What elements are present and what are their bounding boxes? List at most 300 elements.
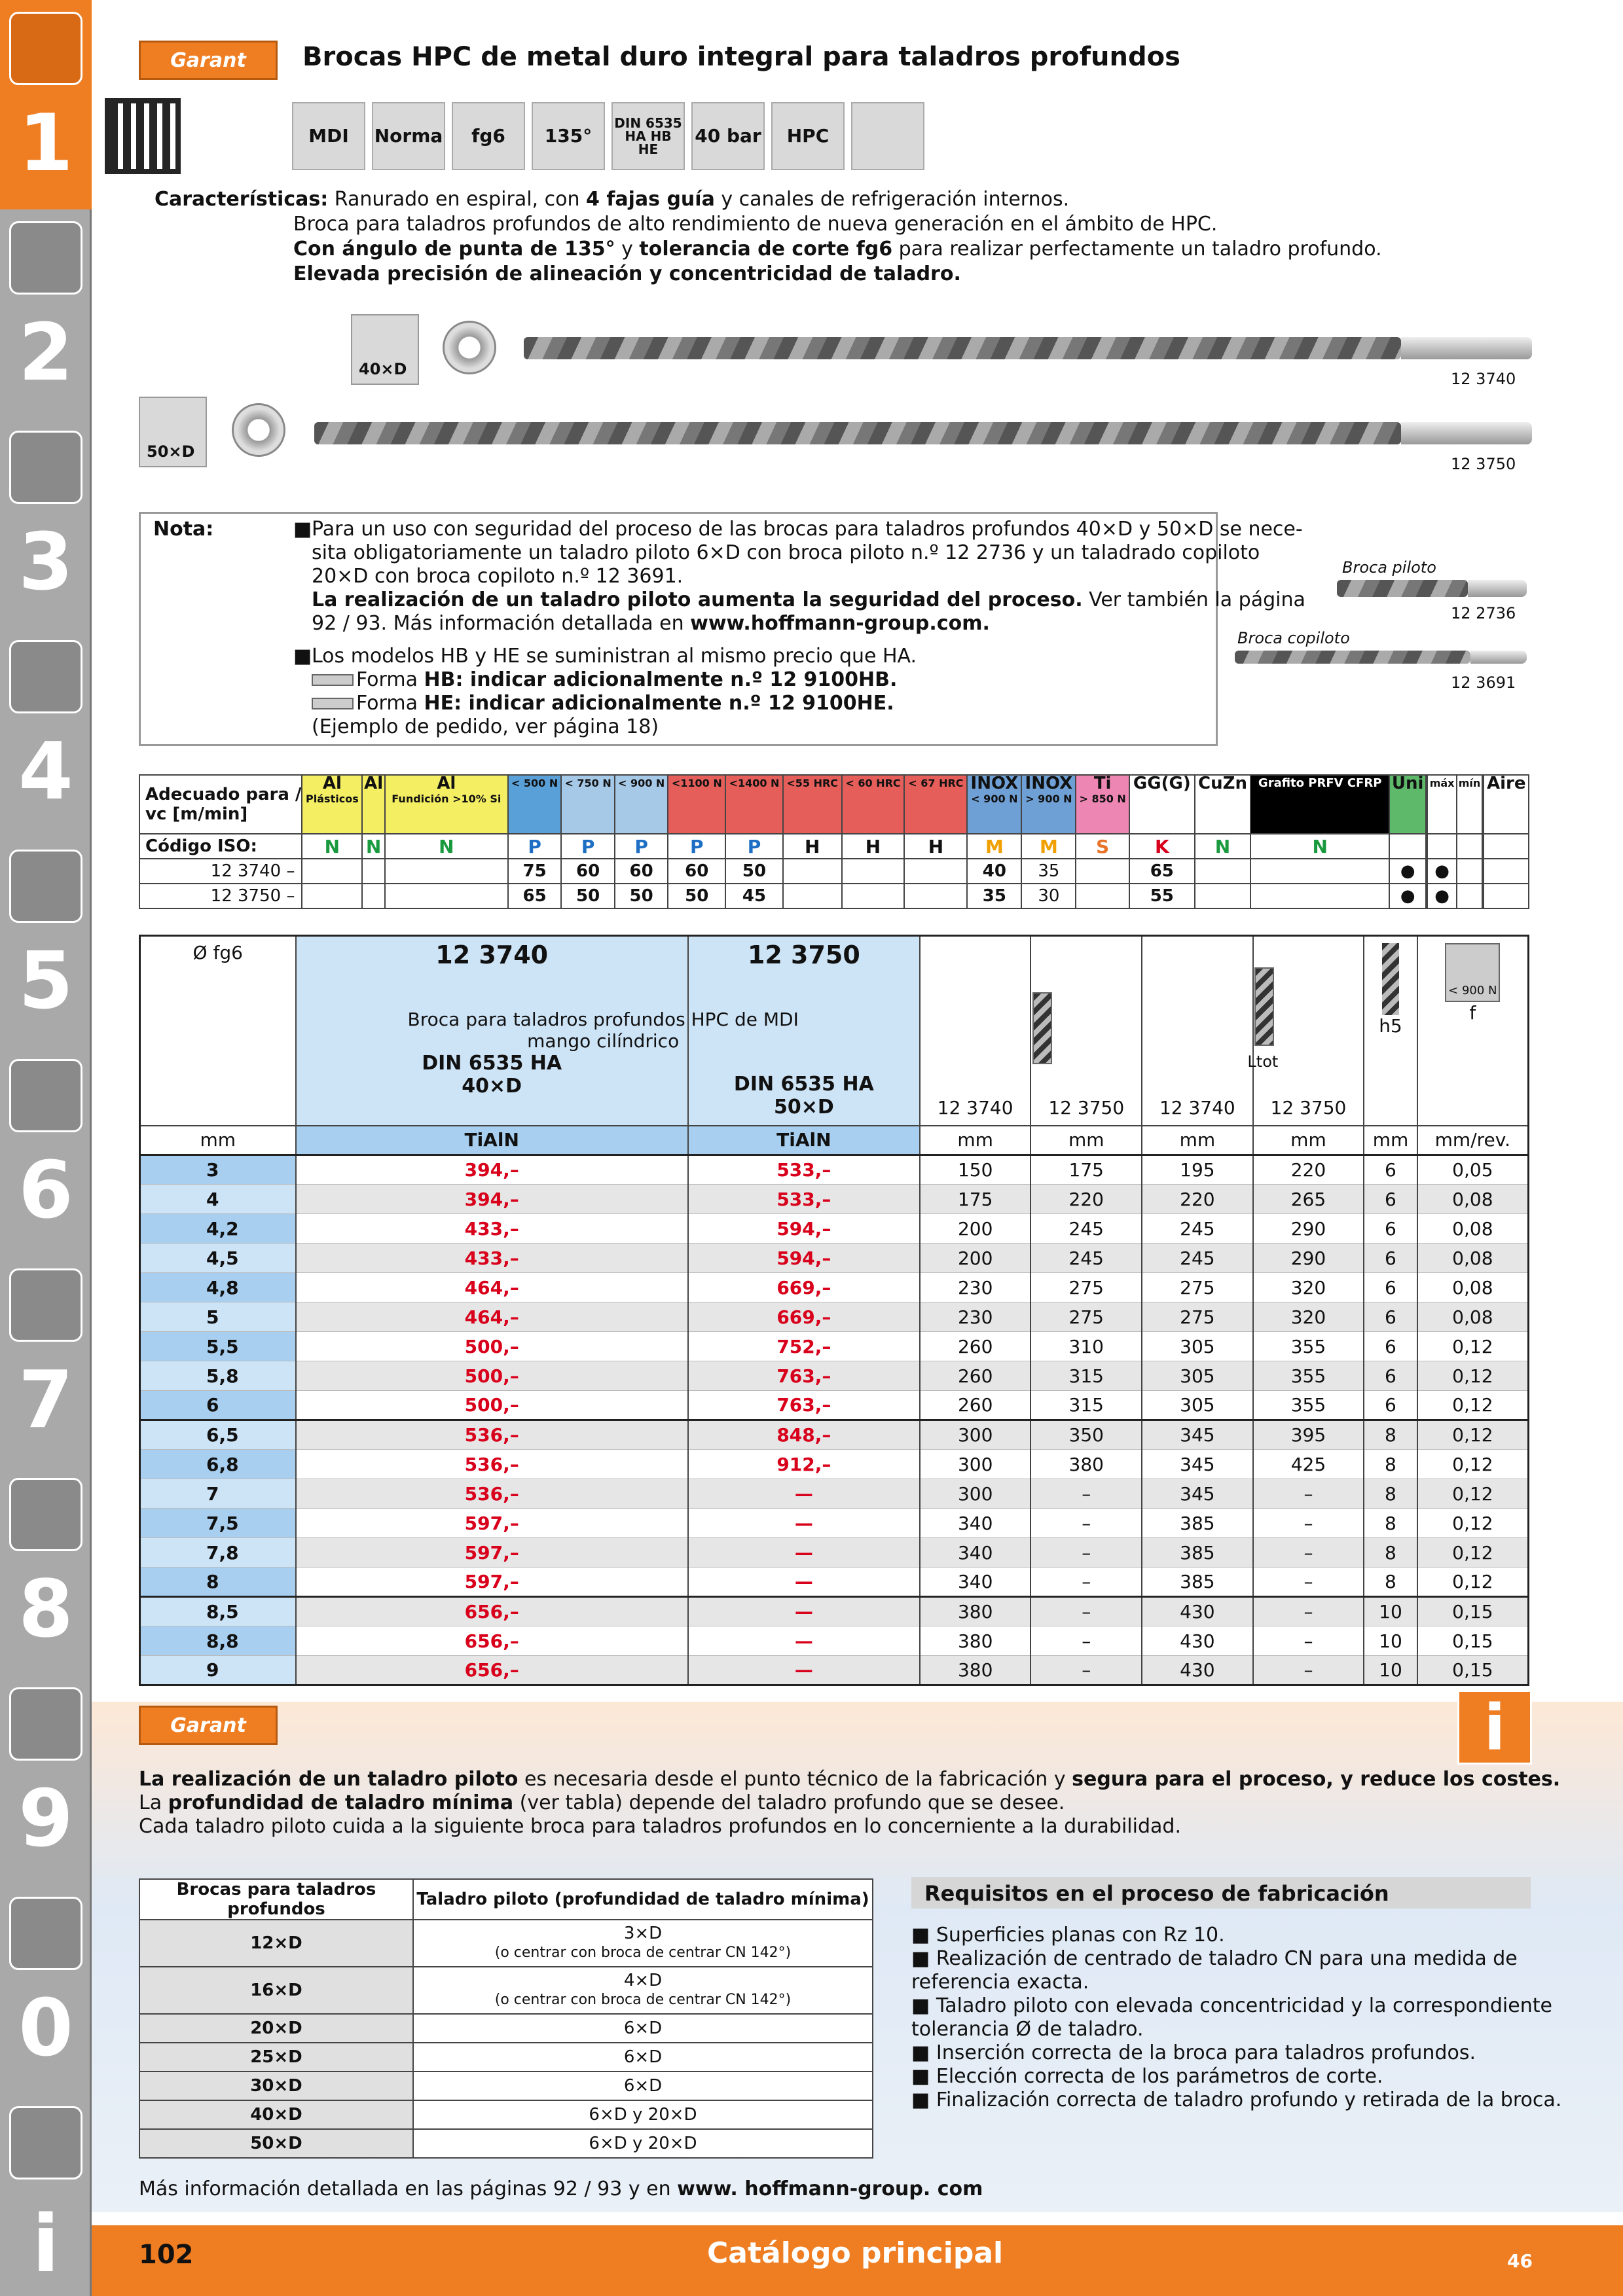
- suit-cell: 60: [561, 859, 615, 884]
- price-cell[interactable]: 500,–: [296, 1391, 688, 1420]
- value-cell: –: [1253, 1538, 1364, 1568]
- value-cell: 10: [1364, 1597, 1417, 1626]
- qr-code[interactable]: [105, 98, 181, 174]
- suit-col-title: Grafito PRFV CFRP: [1258, 776, 1382, 790]
- diameter-cell: 4,2: [140, 1214, 296, 1244]
- unit-cell: mm: [1030, 1126, 1142, 1155]
- price-cell[interactable]: 536,–: [296, 1450, 688, 1479]
- price-cell[interactable]: 912,–: [688, 1450, 920, 1479]
- table-row[interactable]: [140, 1361, 1529, 1391]
- pilot-note: (o centrar con broca de centrar CN 142°): [494, 1992, 792, 2008]
- table-row[interactable]: [140, 1597, 1529, 1626]
- suit-col-7: [725, 775, 783, 834]
- value-cell: 380: [920, 1656, 1031, 1685]
- value-cell: 425: [1253, 1450, 1364, 1479]
- desc-line2: mango cilíndrico: [527, 1030, 680, 1052]
- chapter-tab-2[interactable]: [0, 209, 92, 419]
- iso-code: N: [362, 834, 385, 859]
- pilot-depth: 12×D: [139, 1920, 413, 1967]
- suit-cell: [385, 859, 508, 884]
- note-bullet-icon: ■: [293, 518, 312, 541]
- price-cell[interactable]: 763,–: [688, 1391, 920, 1420]
- value-cell: 0,08: [1417, 1244, 1529, 1273]
- note-p1f: 92 / 93. Más información detallada en www.hoffmann-group.com.: [312, 612, 990, 635]
- suit-cell: [1484, 884, 1529, 908]
- chapter-tab-0[interactable]: [0, 1885, 92, 2094]
- suit-cell: [1076, 859, 1129, 884]
- features-line3: Con ángulo de punta de 135° y tolerancia de corte fg6 para realizar perfectamente un taladro profundo.: [293, 238, 1382, 260]
- suit-col-1: [362, 775, 385, 834]
- value-cell: 0,05: [1417, 1155, 1529, 1185]
- chapter-tab-3[interactable]: [0, 419, 92, 628]
- diameter-cell: 7,8: [140, 1538, 296, 1568]
- price-cell[interactable]: 656,–: [296, 1656, 688, 1685]
- price-cell[interactable]: 500,–: [296, 1332, 688, 1361]
- h5-label: h5: [1379, 1015, 1402, 1037]
- info-line1: La realización de un taladro piloto es necesaria desde el punto técnico de la fabricación y segura para el proceso, y reduce los costes.: [139, 1768, 1561, 1791]
- drill-cross-section-icon: [232, 403, 285, 457]
- requirement-item: ■ Superficies planas con Rz 10.: [911, 1924, 1225, 1946]
- suit-header-row: [139, 775, 1529, 834]
- suit-cell: ●: [1427, 884, 1456, 908]
- requirement-item: tolerancia Ø de taladro.: [911, 2018, 1144, 2041]
- suit-col-title: Aire: [1486, 774, 1526, 793]
- price-cell[interactable]: —: [688, 1509, 920, 1538]
- price-cell[interactable]: 536,–: [296, 1479, 688, 1509]
- chapter-tab-1[interactable]: [0, 0, 92, 209]
- table-row[interactable]: [140, 1273, 1529, 1302]
- table-row[interactable]: [140, 1391, 1529, 1420]
- chapter-icon: [9, 221, 82, 295]
- chapter-tab-9[interactable]: [0, 1676, 92, 1885]
- value-cell: 245: [1030, 1214, 1142, 1244]
- chapter-number: 2: [18, 308, 73, 399]
- price-cell[interactable]: 669,–: [688, 1273, 920, 1302]
- price-cell[interactable]: 594,–: [688, 1244, 920, 1273]
- value-cell: 150: [920, 1155, 1031, 1185]
- table-row[interactable]: [140, 1656, 1529, 1685]
- pilot-value: [413, 2043, 873, 2072]
- table-row[interactable]: [140, 1332, 1529, 1361]
- suit-col-title: Al: [364, 774, 384, 793]
- value-cell: 0,08: [1417, 1185, 1529, 1214]
- info-icon[interactable]: i: [1457, 1690, 1532, 1765]
- table-row[interactable]: [140, 1450, 1529, 1479]
- value-cell: 200: [920, 1214, 1031, 1244]
- pilot-th-2: Taladro piloto (profundidad de taladro mínima): [413, 1879, 873, 1920]
- price-cell[interactable]: —: [688, 1538, 920, 1568]
- suit-cell: [385, 884, 508, 908]
- iso-code: P: [615, 834, 668, 859]
- price-cell[interactable]: 533,–: [688, 1185, 920, 1214]
- diameter-cell: 8,8: [140, 1626, 296, 1656]
- value-cell: 430: [1142, 1656, 1253, 1685]
- chapter-icon: [9, 850, 82, 923]
- pilot-row: [139, 1967, 873, 2014]
- value-cell: 0,12: [1417, 1479, 1529, 1509]
- suit-col-10: [904, 775, 967, 834]
- price-cell[interactable]: 752,–: [688, 1332, 920, 1361]
- suit-col-3: [508, 775, 562, 834]
- iso-code: K: [1129, 834, 1195, 859]
- value-cell: 10: [1364, 1626, 1417, 1656]
- footer-index: 46: [1507, 2250, 1533, 2272]
- suit-col-19: [1427, 775, 1456, 834]
- pilot-drill-label: Broca piloto: [1342, 558, 1436, 577]
- value-cell: 320: [1253, 1302, 1364, 1332]
- suit-col-title: INOX: [1025, 774, 1073, 793]
- pilot-drill-shank: [1468, 580, 1527, 597]
- coating-1: TiAlN: [296, 1126, 688, 1155]
- price-cell[interactable]: 536,–: [296, 1420, 688, 1450]
- chapter-number: 1: [18, 98, 73, 189]
- spec-symbol-5: 40 bar: [691, 102, 765, 170]
- pilot-value: [413, 2100, 873, 2129]
- value-cell: 430: [1142, 1597, 1253, 1626]
- value-cell: 245: [1142, 1244, 1253, 1273]
- value-cell: 230: [920, 1302, 1031, 1332]
- info-line2: La profundidad de taladro mínima (ver tabla) depende del taladro profundo que se desee.: [139, 1791, 1065, 1814]
- length-code: 12 3750: [1048, 1096, 1125, 1119]
- value-cell: –: [1030, 1656, 1142, 1685]
- suit-data-row: [139, 859, 1529, 884]
- suit-col-20: [1457, 775, 1483, 834]
- copilot-drill-shank: [1470, 651, 1527, 664]
- shape-hb-icon: [312, 674, 354, 686]
- suit-cell: [302, 859, 362, 884]
- price-cell[interactable]: 500,–: [296, 1361, 688, 1391]
- ltot-label: Ltot: [1247, 1052, 1279, 1071]
- chapter-icon: [9, 1059, 82, 1132]
- chapter-tab-6[interactable]: [0, 1047, 92, 1257]
- diameter-cell: 4,8: [140, 1273, 296, 1302]
- chapter-icon: [9, 640, 82, 713]
- chapter-icon: [9, 431, 82, 504]
- iso-code: N: [385, 834, 508, 859]
- value-cell: 6: [1364, 1214, 1417, 1244]
- brand-label: Garant: [170, 48, 246, 72]
- length-header-0: [920, 936, 1031, 1126]
- price-cell[interactable]: 394,–: [296, 1155, 688, 1185]
- chapter-number: 0: [18, 1983, 73, 2074]
- value-cell: 6: [1364, 1332, 1417, 1361]
- suit-col-sub: Fundición >10% Si: [392, 793, 501, 805]
- chapter-icon: [9, 2106, 82, 2179]
- value-cell: 6: [1364, 1155, 1417, 1185]
- value-cell: –: [1253, 1568, 1364, 1597]
- price-cell[interactable]: —: [688, 1479, 920, 1509]
- pilot-depth: 50×D: [139, 2129, 413, 2158]
- value-cell: –: [1253, 1656, 1364, 1685]
- suit-col-sub: < 500 N: [511, 777, 558, 789]
- value-cell: 385: [1142, 1568, 1253, 1597]
- suit-col-sub: < 60 HRC: [845, 777, 901, 789]
- suit-col-13: [1076, 775, 1129, 834]
- value-cell: 0,15: [1417, 1626, 1529, 1656]
- suit-cell: [362, 884, 385, 908]
- diameter-cell: 8,5: [140, 1597, 296, 1626]
- value-cell: –: [1030, 1479, 1142, 1509]
- table-row[interactable]: [140, 1568, 1529, 1597]
- price-cell[interactable]: —: [688, 1626, 920, 1656]
- value-cell: 275: [1030, 1273, 1142, 1302]
- diameter-cell: 5,8: [140, 1361, 296, 1391]
- suit-cell: ●: [1389, 859, 1426, 884]
- value-cell: 355: [1253, 1391, 1364, 1420]
- price-cell[interactable]: 656,–: [296, 1597, 688, 1626]
- table-row[interactable]: [140, 1538, 1529, 1568]
- value-cell: 385: [1142, 1509, 1253, 1538]
- suit-col-15: [1195, 775, 1251, 834]
- value-cell: –: [1253, 1509, 1364, 1538]
- value-cell: 8: [1364, 1568, 1417, 1597]
- suit-cell: 50: [615, 884, 668, 908]
- spec-symbol-2: fg6: [452, 102, 525, 170]
- suit-cell: 65: [508, 884, 562, 908]
- suit-cell: [904, 884, 967, 908]
- requirement-item: ■ Realización de centrado de taladro CN para una medida de: [911, 1947, 1518, 1970]
- chapter-tab-5[interactable]: [0, 838, 92, 1047]
- xd-2: 50×D: [773, 1096, 834, 1119]
- diameter-cell: 9: [140, 1656, 296, 1685]
- suit-col-sub: < 750 N: [564, 777, 611, 789]
- price-cell[interactable]: —: [688, 1656, 920, 1685]
- table-row[interactable]: [140, 1155, 1529, 1185]
- suit-cell: 35: [967, 884, 1021, 908]
- diameter-cell: 3: [140, 1155, 296, 1185]
- pilot-main: 3×D: [623, 1924, 663, 1943]
- code-2: 12 3750: [747, 941, 860, 969]
- suit-col-sub: < 900 N: [617, 777, 665, 789]
- value-cell: 300: [920, 1450, 1031, 1479]
- chapter-number: 3: [18, 517, 73, 608]
- suit-col-title: Uni: [1391, 774, 1424, 793]
- drill-40xd-icon: 40×D: [351, 314, 419, 385]
- price-cell[interactable]: 597,–: [296, 1538, 688, 1568]
- spec-symbol-0: MDI: [292, 102, 365, 170]
- value-cell: 320: [1253, 1273, 1364, 1302]
- drill-length-icon: [1032, 992, 1052, 1064]
- price-cell[interactable]: 669,–: [688, 1302, 920, 1332]
- chapter-tab-8[interactable]: [0, 1466, 92, 1676]
- value-cell: 340: [920, 1538, 1031, 1568]
- diameter-cell: 4,5: [140, 1244, 296, 1273]
- price-cell[interactable]: 433,–: [296, 1244, 688, 1273]
- garant-logo: [139, 1706, 278, 1745]
- suit-cell: 65: [1129, 859, 1195, 884]
- iso-code: M: [1021, 834, 1076, 859]
- suit-col-14: [1129, 775, 1195, 834]
- value-cell: 340: [920, 1509, 1031, 1538]
- chapter-number: 7: [18, 1355, 73, 1446]
- pilot-row: [139, 2072, 873, 2100]
- spec-symbol-1: Norma: [372, 102, 445, 170]
- suit-col-title: INOX: [970, 774, 1019, 793]
- unit-cell: mm: [1142, 1126, 1253, 1155]
- note-bullet-icon: ■: [293, 645, 312, 668]
- iso-label: Código ISO:: [139, 834, 302, 859]
- table-row[interactable]: [140, 1244, 1529, 1273]
- value-cell: 195: [1142, 1155, 1253, 1185]
- price-cell[interactable]: 433,–: [296, 1214, 688, 1244]
- value-cell: 245: [1142, 1214, 1253, 1244]
- coating-2: TiAlN: [688, 1126, 920, 1155]
- pilot-main: 4×D: [623, 1971, 663, 1990]
- suit-cell: 60: [615, 859, 668, 884]
- value-cell: 0,15: [1417, 1656, 1529, 1685]
- table-row[interactable]: [140, 1185, 1529, 1214]
- copilot-drill-label: Broca copiloto: [1237, 629, 1350, 647]
- table-row[interactable]: [140, 1479, 1529, 1509]
- value-cell: 385: [1142, 1538, 1253, 1568]
- price-cell[interactable]: 394,–: [296, 1185, 688, 1214]
- page-title: Brocas HPC de metal duro integral para taladros profundos: [302, 42, 1180, 72]
- suit-cell: 30: [1021, 884, 1076, 908]
- suit-cell: 45: [725, 884, 783, 908]
- suit-cell: 50: [668, 884, 725, 908]
- chapter-tab-4[interactable]: [0, 628, 92, 838]
- code-1: 12 3740: [435, 941, 549, 969]
- pilot-main: 6×D y 20×D: [589, 2105, 697, 2125]
- suit-cell: [783, 884, 842, 908]
- suit-cell: [842, 859, 905, 884]
- main-header-row: [140, 936, 1529, 1126]
- suit-cell: [842, 884, 905, 908]
- iso-code: [1427, 834, 1456, 859]
- note-p1d: La realización de un taladro piloto aumenta la seguridad del proceso. Ver también la página: [312, 588, 1305, 611]
- price-cell[interactable]: 464,–: [296, 1273, 688, 1302]
- price-cell[interactable]: 763,–: [688, 1361, 920, 1391]
- suit-col-sub: <55 HRC: [786, 777, 839, 789]
- drill-123750-shank: [1401, 422, 1532, 444]
- product-table: [139, 935, 1529, 1686]
- spec-symbol-3: 135°: [532, 102, 605, 170]
- suit-col-sub: <1100 N: [671, 777, 722, 789]
- suit-cell: [783, 859, 842, 884]
- value-cell: 305: [1142, 1361, 1253, 1391]
- suit-row-code: 12 3740 –: [139, 859, 302, 884]
- suit-col-sub: > 850 N: [1079, 793, 1126, 805]
- unit-cell: mm: [1364, 1126, 1417, 1155]
- iso-code: H: [842, 834, 905, 859]
- drill-123750-code: 12 3750: [1451, 455, 1516, 473]
- chapter-tab-i[interactable]: [0, 2094, 92, 2296]
- iso-code: N: [302, 834, 362, 859]
- price-cell[interactable]: —: [688, 1568, 920, 1597]
- requirements-header: Requisitos en el proceso de fabricación: [911, 1877, 1531, 1909]
- price-cell[interactable]: 597,–: [296, 1509, 688, 1538]
- table-row[interactable]: [140, 1302, 1529, 1332]
- chapter-tab-7[interactable]: [0, 1257, 92, 1466]
- table-row[interactable]: [140, 1509, 1529, 1538]
- value-cell: 305: [1142, 1332, 1253, 1361]
- value-cell: –: [1253, 1626, 1364, 1656]
- suit-col-2: [385, 775, 508, 834]
- diameter-cell: 5,5: [140, 1332, 296, 1361]
- xd-1: 40×D: [462, 1075, 522, 1098]
- value-cell: 6: [1364, 1391, 1417, 1420]
- diameter-cell: 8: [140, 1568, 296, 1597]
- suit-col-5: [615, 775, 668, 834]
- price-cell[interactable]: 533,–: [688, 1155, 920, 1185]
- length-code: 12 3740: [937, 1096, 1013, 1119]
- suit-col-title: Al: [322, 774, 342, 793]
- price-cell[interactable]: 464,–: [296, 1302, 688, 1332]
- value-cell: 380: [920, 1597, 1031, 1626]
- copilot-drill-image: [1235, 651, 1470, 664]
- table-row[interactable]: [140, 1214, 1529, 1244]
- suitability-table: [139, 774, 1529, 909]
- value-cell: 6: [1364, 1273, 1417, 1302]
- requirement-item: ■ Taladro piloto con elevada concentricidad y la correspondiente: [911, 1994, 1552, 2017]
- price-cell[interactable]: 656,–: [296, 1626, 688, 1656]
- garant-logo: [139, 41, 278, 80]
- suit-row-code: 12 3750 –: [139, 884, 302, 908]
- drill-123740-image: [524, 337, 1401, 359]
- value-cell: 175: [1030, 1155, 1142, 1185]
- value-cell: 10: [1364, 1656, 1417, 1685]
- page-number: 102: [139, 2240, 194, 2270]
- pilot-depth: 16×D: [139, 1967, 413, 2014]
- suit-col-sub: Plásticos: [306, 793, 359, 805]
- chapter-number: 8: [18, 1564, 73, 1655]
- value-cell: 345: [1142, 1479, 1253, 1509]
- value-cell: 0,15: [1417, 1597, 1529, 1626]
- suit-cell: [302, 884, 362, 908]
- chapter-number: 5: [18, 936, 73, 1027]
- price-cell[interactable]: 597,–: [296, 1568, 688, 1597]
- value-cell: 8: [1364, 1538, 1417, 1568]
- suit-cell: ●: [1427, 859, 1456, 884]
- suit-cell: [1484, 859, 1529, 884]
- suit-cell: 40: [967, 859, 1021, 884]
- suit-col-title: Ti: [1093, 774, 1112, 793]
- table-row[interactable]: [140, 1626, 1529, 1656]
- table-row[interactable]: [140, 1420, 1529, 1450]
- iso-code: S: [1076, 834, 1129, 859]
- suit-col-title: CuZn: [1198, 774, 1247, 793]
- price-cell[interactable]: —: [688, 1597, 920, 1626]
- suit-col-17: [1389, 775, 1426, 834]
- value-cell: 260: [920, 1332, 1031, 1361]
- pilot-row: [139, 2100, 873, 2129]
- price-cell[interactable]: 848,–: [688, 1420, 920, 1450]
- suit-cell: [1250, 884, 1389, 908]
- suit-data-row: [139, 884, 1529, 908]
- value-cell: 200: [920, 1244, 1031, 1273]
- suit-col-sub: < 900 N: [971, 793, 1018, 805]
- value-cell: 300: [920, 1420, 1031, 1450]
- price-cell[interactable]: 594,–: [688, 1214, 920, 1244]
- suit-cell: ●: [1389, 884, 1426, 908]
- dia-header: Ø fg6: [192, 942, 243, 963]
- requirement-item: ■ Inserción correcta de la broca para taladros profundos.: [911, 2041, 1476, 2064]
- unit-cell: mm: [920, 1126, 1031, 1155]
- features-line4: Elevada precisión de alineación y concentricidad de taladro.: [293, 262, 961, 285]
- suit-cell: [1457, 859, 1483, 884]
- value-cell: 8: [1364, 1479, 1417, 1509]
- suit-col-title: Al: [437, 774, 456, 793]
- value-cell: 345: [1142, 1450, 1253, 1479]
- suit-col-0: [302, 775, 362, 834]
- pilot-value: [413, 2014, 873, 2043]
- suit-col-16: [1250, 775, 1389, 834]
- pilot-th-1: Brocas para taladros profundos: [139, 1879, 413, 1920]
- note-p1c: 20×D con broca copiloto n.º 12 3691.: [312, 565, 684, 588]
- pilot-main: 6×D: [623, 2047, 663, 2067]
- brand-label: Garant: [170, 1713, 246, 1737]
- features-line2: Broca para taladros profundos de alto rendimiento de nueva generación en el ámbito de HPC.: [293, 213, 1218, 236]
